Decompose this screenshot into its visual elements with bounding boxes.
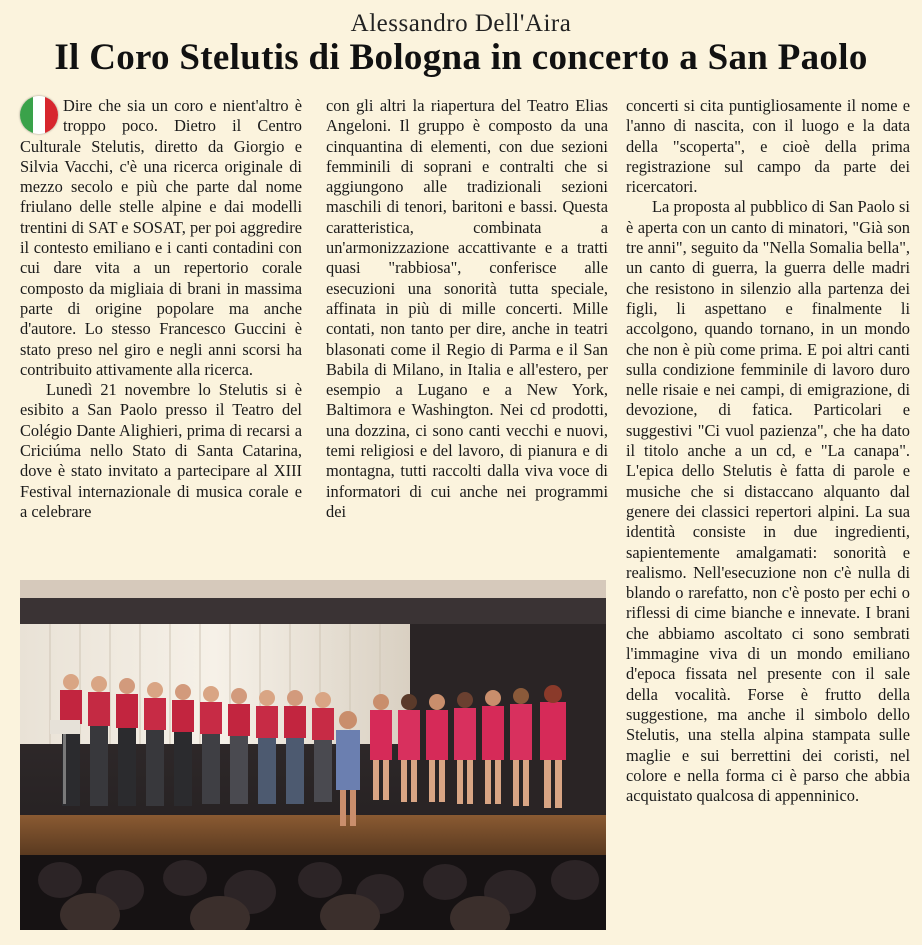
paragraph: Lunedì 21 novembre lo Stelutis si è esibito a San Paolo presso il Teatro del Colégio Dante Alighieri, prima di recarsi a Criciúma nello Stato di Santa Catarina, dove è stato invitato a partecipare al XIII Festival internazionale di musica corale e a celebrare xyxy=(20,380,302,521)
text-column-1 xyxy=(20,96,302,522)
text-column-2 xyxy=(326,96,608,522)
paragraph: La proposta al pubblico di San Paolo si è aperta con un canto di minatori, "Già son tre anni", seguito da "Nella Somalia bella", un canto di guerra, la guerra delle madri che resistono in silenzio alla partenza dei figli, li aspettano e finalmente li accolgono, quando tornano, in un mondo che non è più come prima. E poi altri canti sulla condizione femminile di lavoro duro nelle risaie e nei campi, di emigrazione, di devozione, di fatica. Particolari e suggestivi "Ci vuol pazienza", che ha dato il titolo anche a un cd, e "La canapa". L'epica dello Stelutis è fatta di parole e musiche che si distaccano alquanto dal genere dei classici repertori alpini. La sua identità consiste in due ingredienti, sapientemente amalgamati: sonorità e realismo. Nell'esecuzione non c'è nulla di blando o rarefatto, non c'è posto per echi o riflessi di cime bianche e innevate. I brani che abbiamo ascoltato ci sono sembrati l'immagine viva di un mondo emiliano d'epoca fissata nel presente con il sale della vocalità. Forse è frutto della suggestione, ma anche il simbolo dello Stelutis, una stella alpina stampata sulle maglie e sui berrettini dei coristi, nel colore e nella forma ci è parso che abbia acquistato qualcosa di appenninico. xyxy=(626,197,910,806)
choir-concert-photo xyxy=(20,580,606,930)
paragraph: concerti si cita puntigliosamente il nome e l'anno di nascita, con il luogo e la data della "scoperta", e cioè della prima registrazione sul campo da parte dei ricercatori. xyxy=(626,96,910,197)
text-column-3 xyxy=(626,96,910,806)
italian-flag-icon xyxy=(20,96,58,134)
article-author: Alessandro Dell'Aira xyxy=(350,10,572,37)
paragraph: Dire che sia un coro e nient'altro è troppo poco. Dietro il Centro Culturale Stelutis, diretto da Giorgio e Silvia Vacchi, c'è una ricerca originale di mezzo secolo e più che parte dal nome friulano delle stelle alpine e dai modelli trentini di SAT e SOSAT, per poi aggredire il contesto emiliano e i canti contadini con cui dare vita a un repertorio corale composto da migliaia di brani in massima parte di origine popolare ma anche d'autore. Lo stesso Francesco Guccini è stato preso nel giro e negli anni scorsi ha contribuito attivamente alla ricerca. xyxy=(20,96,302,379)
article-headline: Il Coro Stelutis di Bologna in concerto a San Paolo xyxy=(54,37,868,78)
paragraph: con gli altri la riapertura del Teatro Elias Angeloni. Il gruppo è composto da una cinquantina di elementi, con due sezioni femminili di soprani e contralti che si aggiungono alle tradizionali sezioni maschili di tenori, baritoni e bassi. Questa caratteristica, combinata a un'armonizzazione accattivante e a tratti quasi "rabbiosa", conferisce alle esecuzioni una sonorità tutta speciale, affinata in più di mille concerti. Mille contati, non tanto per dire, anche in teatri blasonati come il Regio di Parma e il San Babila di Milano, in Italia e all'estero, per esempio a Lugano e a New York, Baltimora e Washington. Nei cd prodotti, una dozzina, ci sono canti vecchi e nuovi, temi religiosi e del lavoro, di pianura e di montagna, tutti raccolti dalla viva voce di informatori di cui anche nei programmi dei xyxy=(326,96,608,521)
